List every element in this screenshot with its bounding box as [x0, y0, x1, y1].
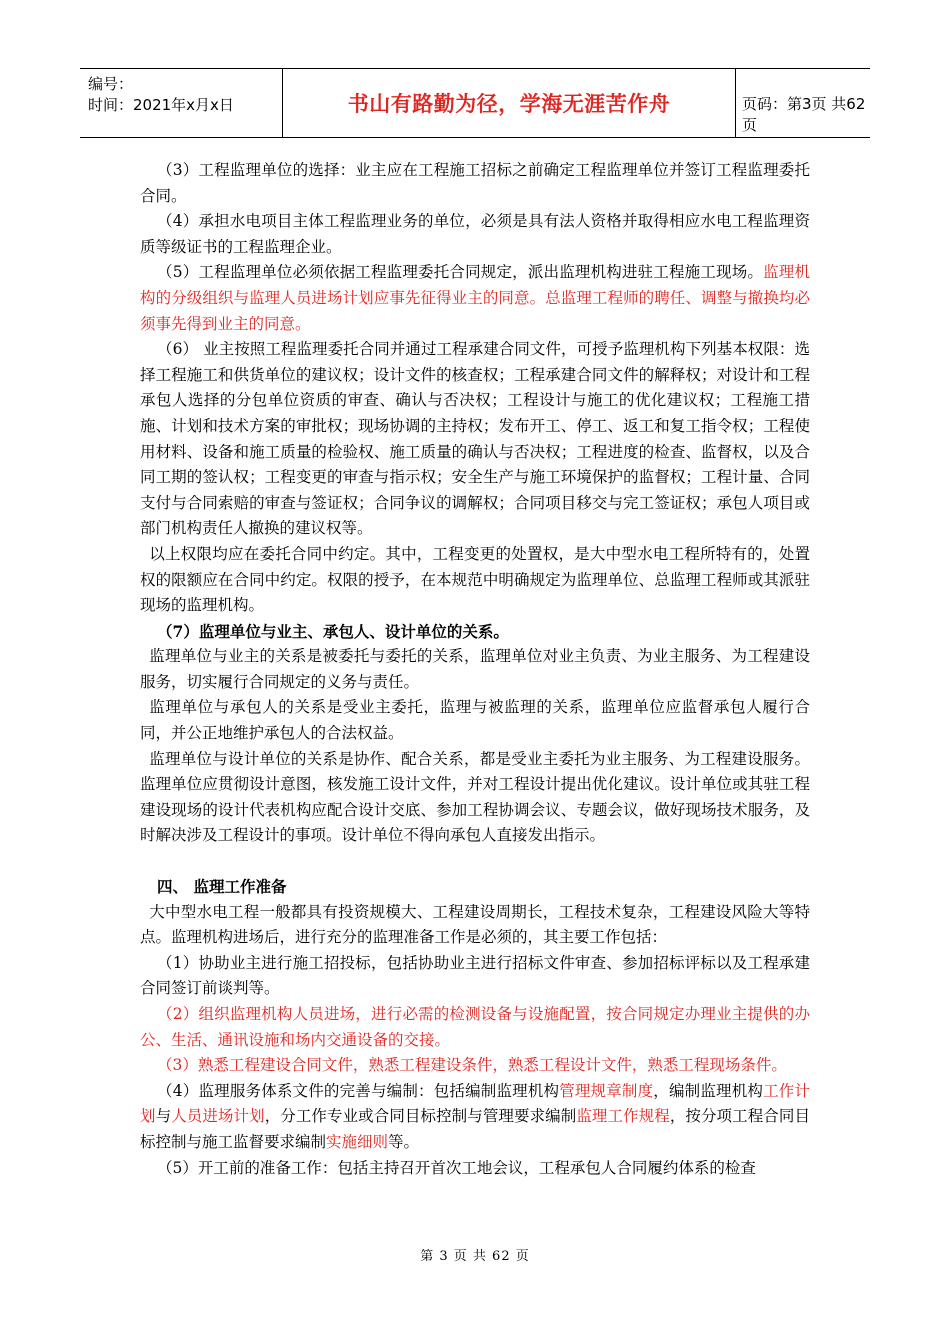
paragraph-7-contractor: 监理单位与承包人的关系是受业主委托，监理与被监理的关系，监理单位应监督承包人履行合同，并公正地维护承包人的合法权益。 — [140, 698, 810, 743]
header-table — [80, 68, 870, 138]
paragraph-7-heading: （7）监理单位与业主、承包人、设计单位的关系。 — [157, 621, 509, 641]
paragraph-6-note: 以上权限均应在委托合同中约定。其中，工程变更的处置权，是大中型水电工程所特有的，处置权的限额应在合同中约定。权限的授予，在本规范中明确规定为监理单位、总监理工程师或其派驻现场的监理机构。 — [140, 544, 810, 615]
section-4-item-3: （3）熟悉工程建设合同文件，熟悉工程建设条件，熟悉工程设计文件，熟悉工程现场条件。 — [157, 1056, 787, 1075]
paragraph-5-text: （5）工程监理单位必须依据工程监理委托合同规定，派出监理机构进驻工程施工现场。 — [157, 263, 764, 282]
item-4-highlight: 管理规章制度 — [559, 1081, 654, 1100]
item-4-highlight: 监理工作规程 — [576, 1107, 670, 1126]
item-4-text: 等。 — [388, 1132, 420, 1151]
section-4-intro: 大中型水电工程一般都具有投资规模大、工程建设周期长，工程技术复杂，工程建设风险大等特点。监理机构进场后，进行充分的监理准备工作是必须的，其主要工作包括： — [140, 902, 810, 947]
header-motto: 书山有路勤为径，学海无涯苦作舟 — [347, 92, 671, 116]
item-4-highlight: 人员进场计划 — [171, 1107, 265, 1126]
item-4-text: ，按分项工程合同目标控制与施工监督要求编制 — [140, 1107, 810, 1151]
section-4-item-4 — [140, 1079, 810, 1156]
item-4-text: ，分工作专业或合同目标控制与管理要求编制 — [264, 1107, 577, 1126]
section-gap — [140, 849, 810, 874]
paragraph-5 — [140, 260, 810, 337]
item-4-highlight: 工作计划 — [140, 1081, 810, 1126]
number-label: 编号： — [88, 75, 134, 93]
paragraph-7-designer: 监理单位与设计单位的关系是协作、配合关系，都是受业主委托为业主服务、为工程建设服务。监理单位应贯彻设计意图，核发施工设计文件，并对工程设计提出优化建议。设计单位或其驻工程建设现场的设计代表机构应配合设计交底、参加工程协调会议、专题会议，做好现场技术服务，及时解决涉及工程设计的事项。设计单位不得向承包人直接发出指示。 — [140, 749, 810, 845]
paragraph-5-highlight: 监理机构的分级组织与监理人员进场计划应事先征得业主的同意。总监理工程师的聘任、调整与撤换均必须事先得到业主的同意。 — [140, 263, 810, 333]
item-4-text: （4）监理服务体系文件的完善与编制：包括编制监理机构 — [157, 1081, 560, 1100]
date-label: 时间：2021年x月x日 — [88, 96, 234, 114]
document-body — [140, 158, 810, 1181]
header-meta-cell — [80, 69, 280, 137]
page-number-label: 页码：第3页 共62页 — [742, 95, 866, 134]
paragraph-7-owner: 监理单位与业主的关系是被委托与委托的关系，监理单位对业主负责、为业主服务、为工程建设服务，切实履行合同规定的义务与责任。 — [140, 647, 810, 691]
section-4-title: 四、 监理工作准备 — [157, 877, 287, 897]
item-4-text: ，编制监理机构 — [653, 1081, 764, 1100]
item-4-text: 与 — [155, 1107, 172, 1126]
header-divider — [735, 69, 736, 137]
paragraph-3: （3）工程监理单位的选择：业主应在工程施工招标之前确定工程监理单位并签订工程监理委托合同。 — [140, 161, 810, 205]
section-4-item-2: （2）组织监理机构人员进场，进行必需的检测设备与设施配置，按合同规定办理业主提供的办公、生活、通讯设施和场内交通设备的交接。 — [140, 1005, 810, 1049]
page-footer: 第 3 页 共 62 页 — [420, 1249, 530, 1264]
paragraph-6: （6） 业主按照工程监理委托合同并通过工程承建合同文件，可授予监理机构下列基本权限：选择工程施工和供货单位的建议权；设计文件的核查权；工程承建合同文件的解释权；对设计和工程承包人选择的分包单位资质的审查、确认与否决权；工程设计与施工的优化建议权；工程施工措施、计划和技术方案的审批权；现场协调的主持权；发布开工、停工、返工和复工指令权；工程使用材料、设备和施工质量的检验权、施工质量的确认与否决权；工程进度的检查、监督权，以及合同工期的签认权；工程变更的审查与指示权；安全生产与施工环境保护的监督权；工程计量、合同支付与合同索赔的审查与签证权；合同争议的调解权；合同项目移交与完工签证权；承包人项目或部门机构责任人撤换的建议权等。 — [140, 340, 810, 538]
paragraph-4: （4）承担水电项目主体工程监理业务的单位，必须是具有法人资格并取得相应水电工程监理资质等级证书的工程监理企业。 — [140, 212, 810, 256]
section-4-item-5: （5）开工前的准备工作：包括主持召开首次工地会议，工程承包人合同履约体系的检查 — [157, 1158, 756, 1177]
section-4-item-1: （1）协助业主进行施工招投标，包括协助业主进行招标文件审查、参加招标评标以及工程承建合同签订前谈判等。 — [140, 953, 810, 998]
item-4-highlight: 实施细则 — [326, 1132, 389, 1151]
